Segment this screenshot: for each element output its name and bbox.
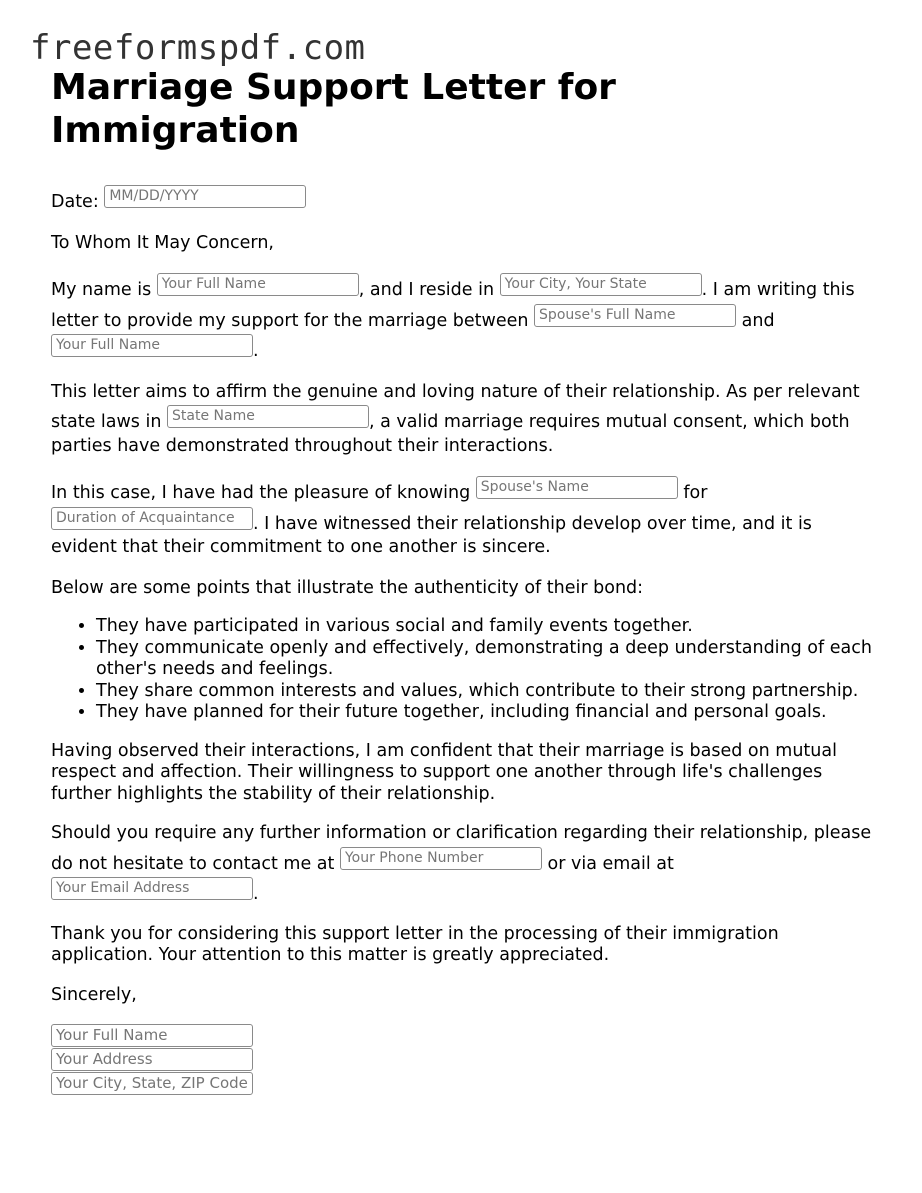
closing: Sincerely, [51, 984, 137, 1005]
email-address-field[interactable]: Your Email Address [51, 877, 253, 900]
city-state-field[interactable]: Your City, Your State [500, 273, 702, 296]
state-name-field[interactable]: State Name [167, 405, 369, 428]
letter-page [51, 66, 881, 1096]
watermark: freeformspdf.com [30, 28, 366, 68]
signature-name-field[interactable]: Your Full Name [51, 1024, 253, 1047]
list-item: • They share common interests and values, which contribute to their strong partnership. [96, 681, 881, 703]
paragraph-intro: My name is Your Full Name , and I reside in Your City, Your State . I am writing this letter to provide my support for the marriage between Spouse's Full Name and Your Full Name . [51, 272, 881, 364]
signature-city-field[interactable]: Your City, State, ZIP Code [51, 1072, 253, 1095]
your-full-name-field[interactable]: Your Full Name [157, 273, 359, 296]
list-item: • They have planned for their future together, including financial and personal goals. [96, 702, 881, 724]
list-item: • They have participated in various social and family events together. [96, 616, 881, 638]
paragraph-points-intro: Below are some points that illustrate the authenticity of their bond: [51, 577, 644, 598]
paragraph-acquaintance: In this case, I have had the pleasure of knowing Spouse's Name for Duration of Acquaintance . I have witnessed their relationship develop over time, and it is evident that their commitment to one another is sincere. [51, 475, 881, 560]
bullet-list [51, 616, 881, 724]
page-title: Marriage Support Letter for Immigration [51, 67, 616, 151]
signature-block [51, 1024, 881, 1095]
date-line [51, 184, 881, 215]
date-label: Date: [51, 192, 99, 212]
list-item: • They communicate openly and effectively, demonstrating a deep understanding of each other's needs and feelings. [96, 638, 881, 681]
paragraph-observation: Having observed their interactions, I am confident that their marriage is based on mutual respect and affection. Their willingness to support one another through life's challenges further highlights the stability of their relationship. [51, 740, 837, 804]
paragraph-state-law: This letter aims to affirm the genuine and loving nature of their relationship. As per relevant state laws in State Name , a valid marriage requires mutual consent, which both parties have demonstrated throughout their interactions. [51, 381, 860, 456]
spouse-full-name-field[interactable]: Spouse's Full Name [534, 304, 736, 327]
paragraph-thanks: Thank you for considering this support letter in the processing of their immigration application. Your attention to this matter is greatly appreciated. [51, 923, 779, 965]
date-field[interactable]: MM/DD/YYYY [104, 185, 306, 208]
salutation: To Whom It May Concern, [51, 232, 274, 253]
your-full-name-field-2[interactable]: Your Full Name [51, 334, 253, 357]
spouse-name-field[interactable]: Spouse's Name [476, 476, 678, 499]
phone-number-field[interactable]: Your Phone Number [340, 847, 542, 870]
signature-address-field[interactable]: Your Address [51, 1048, 253, 1071]
duration-field[interactable]: Duration of Acquaintance [51, 507, 253, 530]
paragraph-contact: Should you require any further information or clarification regarding their relationship, please do not hesitate to contact me at Your Phone Number or via email at Your Email Address . [51, 823, 872, 904]
